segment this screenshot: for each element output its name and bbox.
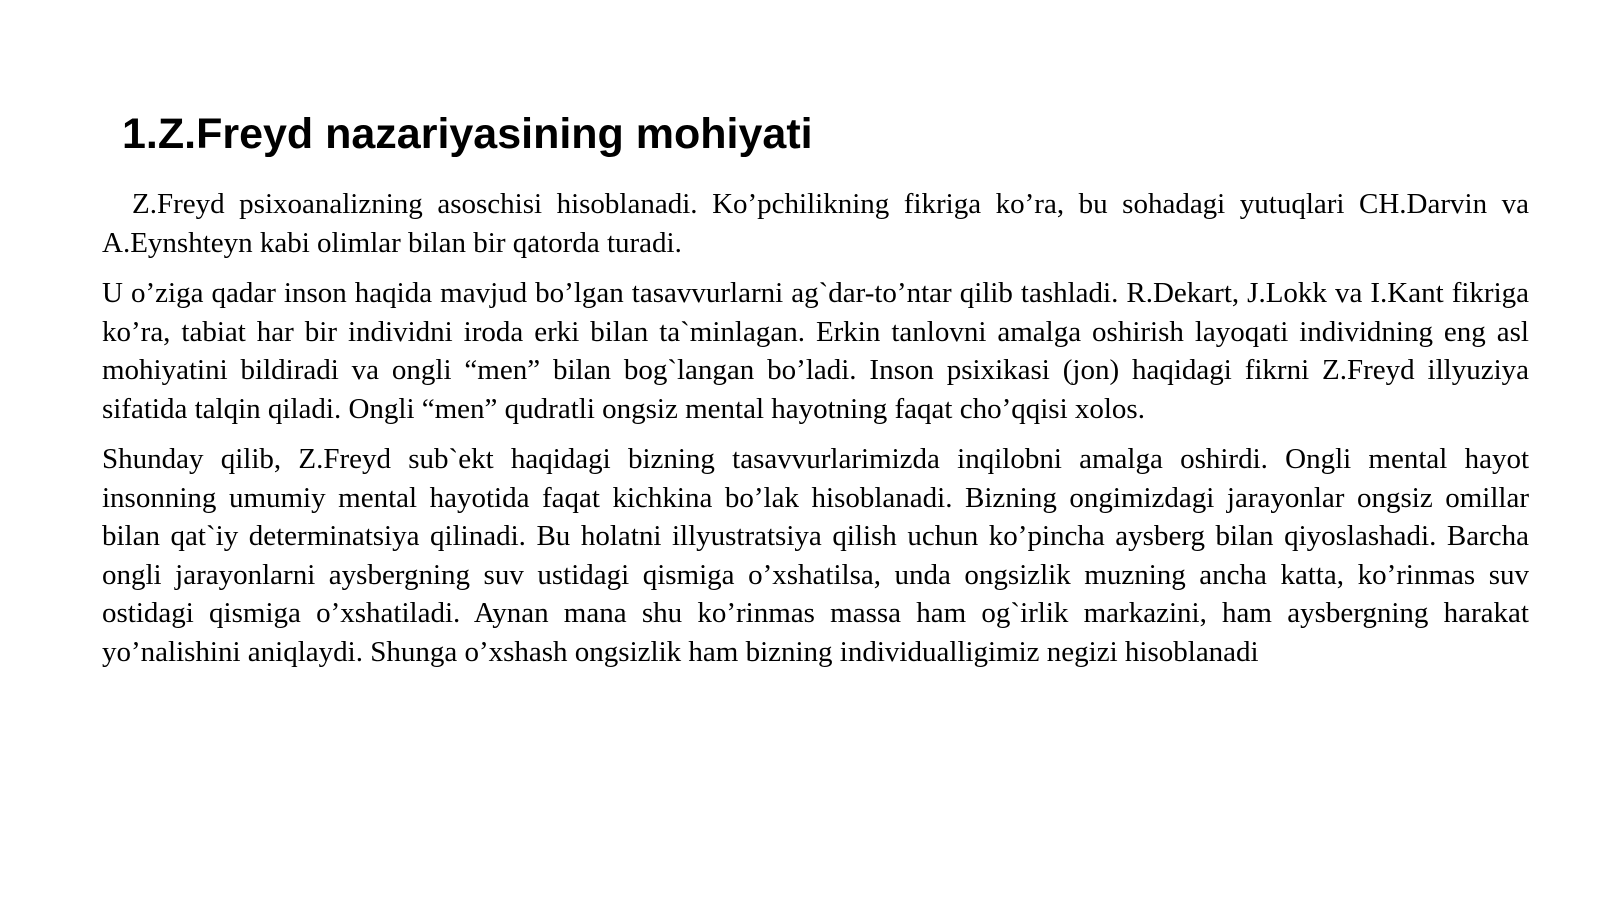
slide-body [102, 185, 1529, 683]
paragraph-3: Shunday qilib, Z.Freyd sub`ekt haqidagi bizning tasavvurlarimizda inqilobni amalga oshirdi. Ongli mental hayot insonning umumiy mental hayotida faqat kichkina bo’lak hisoblanadi. Bizning ongimizdagi jarayonlar ongsiz omillar bilan qat`iy determinatsiya qilinadi. Bu holatni illyustratsiya qilish uchun ko’pincha aysberg bilan qiyoslashadi. Barcha ongli jarayonlarni aysbergning suv ustidagi qismiga o’xshatilsa, unda ongsizlik muzning ancha katta, ko’rinmas suv ostidagi qismiga o’xshatiladi. Aynan mana shu ko’rinmas massa ham og`irlik markazini, ham aysbergning harakat yo’nalishini aniqlaydi. Shunga o’xshash ongsizlik ham bizning individualligimiz negizi hisoblanadi [102, 443, 1529, 668]
paragraph-2: U o’ziga qadar inson haqida mavjud bo’lgan tasavvurlarni ag`dar-to’ntar qilib tashladi. R.Dekart, J.Lokk va I.Kant fikriga ko’ra, tabiat har bir individni iroda erki bilan ta`minlagan. Erkin tanlovni amalga oshirish layoqati individning eng asl mohiyatini bildiradi va ongli “men” bilan bog`langan bo’ladi. Inson psixikasi (jon) haqidagi fikrni Z.Freyd illyuziya sifatida talqin qiladi. Ongli “men” qudratli ongsiz mental hayotning faqat cho’qqisi xolos. [102, 277, 1529, 425]
paragraph-1: Z.Freyd psixoanalizning asoschisi hisoblanadi. Ko’pchilikning fikriga ko’ra, bu sohadagi yutuqlari CH.Darvin va A.Eynshteyn kabi olimlar bilan bir qatorda turadi. [102, 188, 1529, 259]
slide-title: 1.Z.Freyd nazariyasining mohiyati [122, 110, 813, 158]
